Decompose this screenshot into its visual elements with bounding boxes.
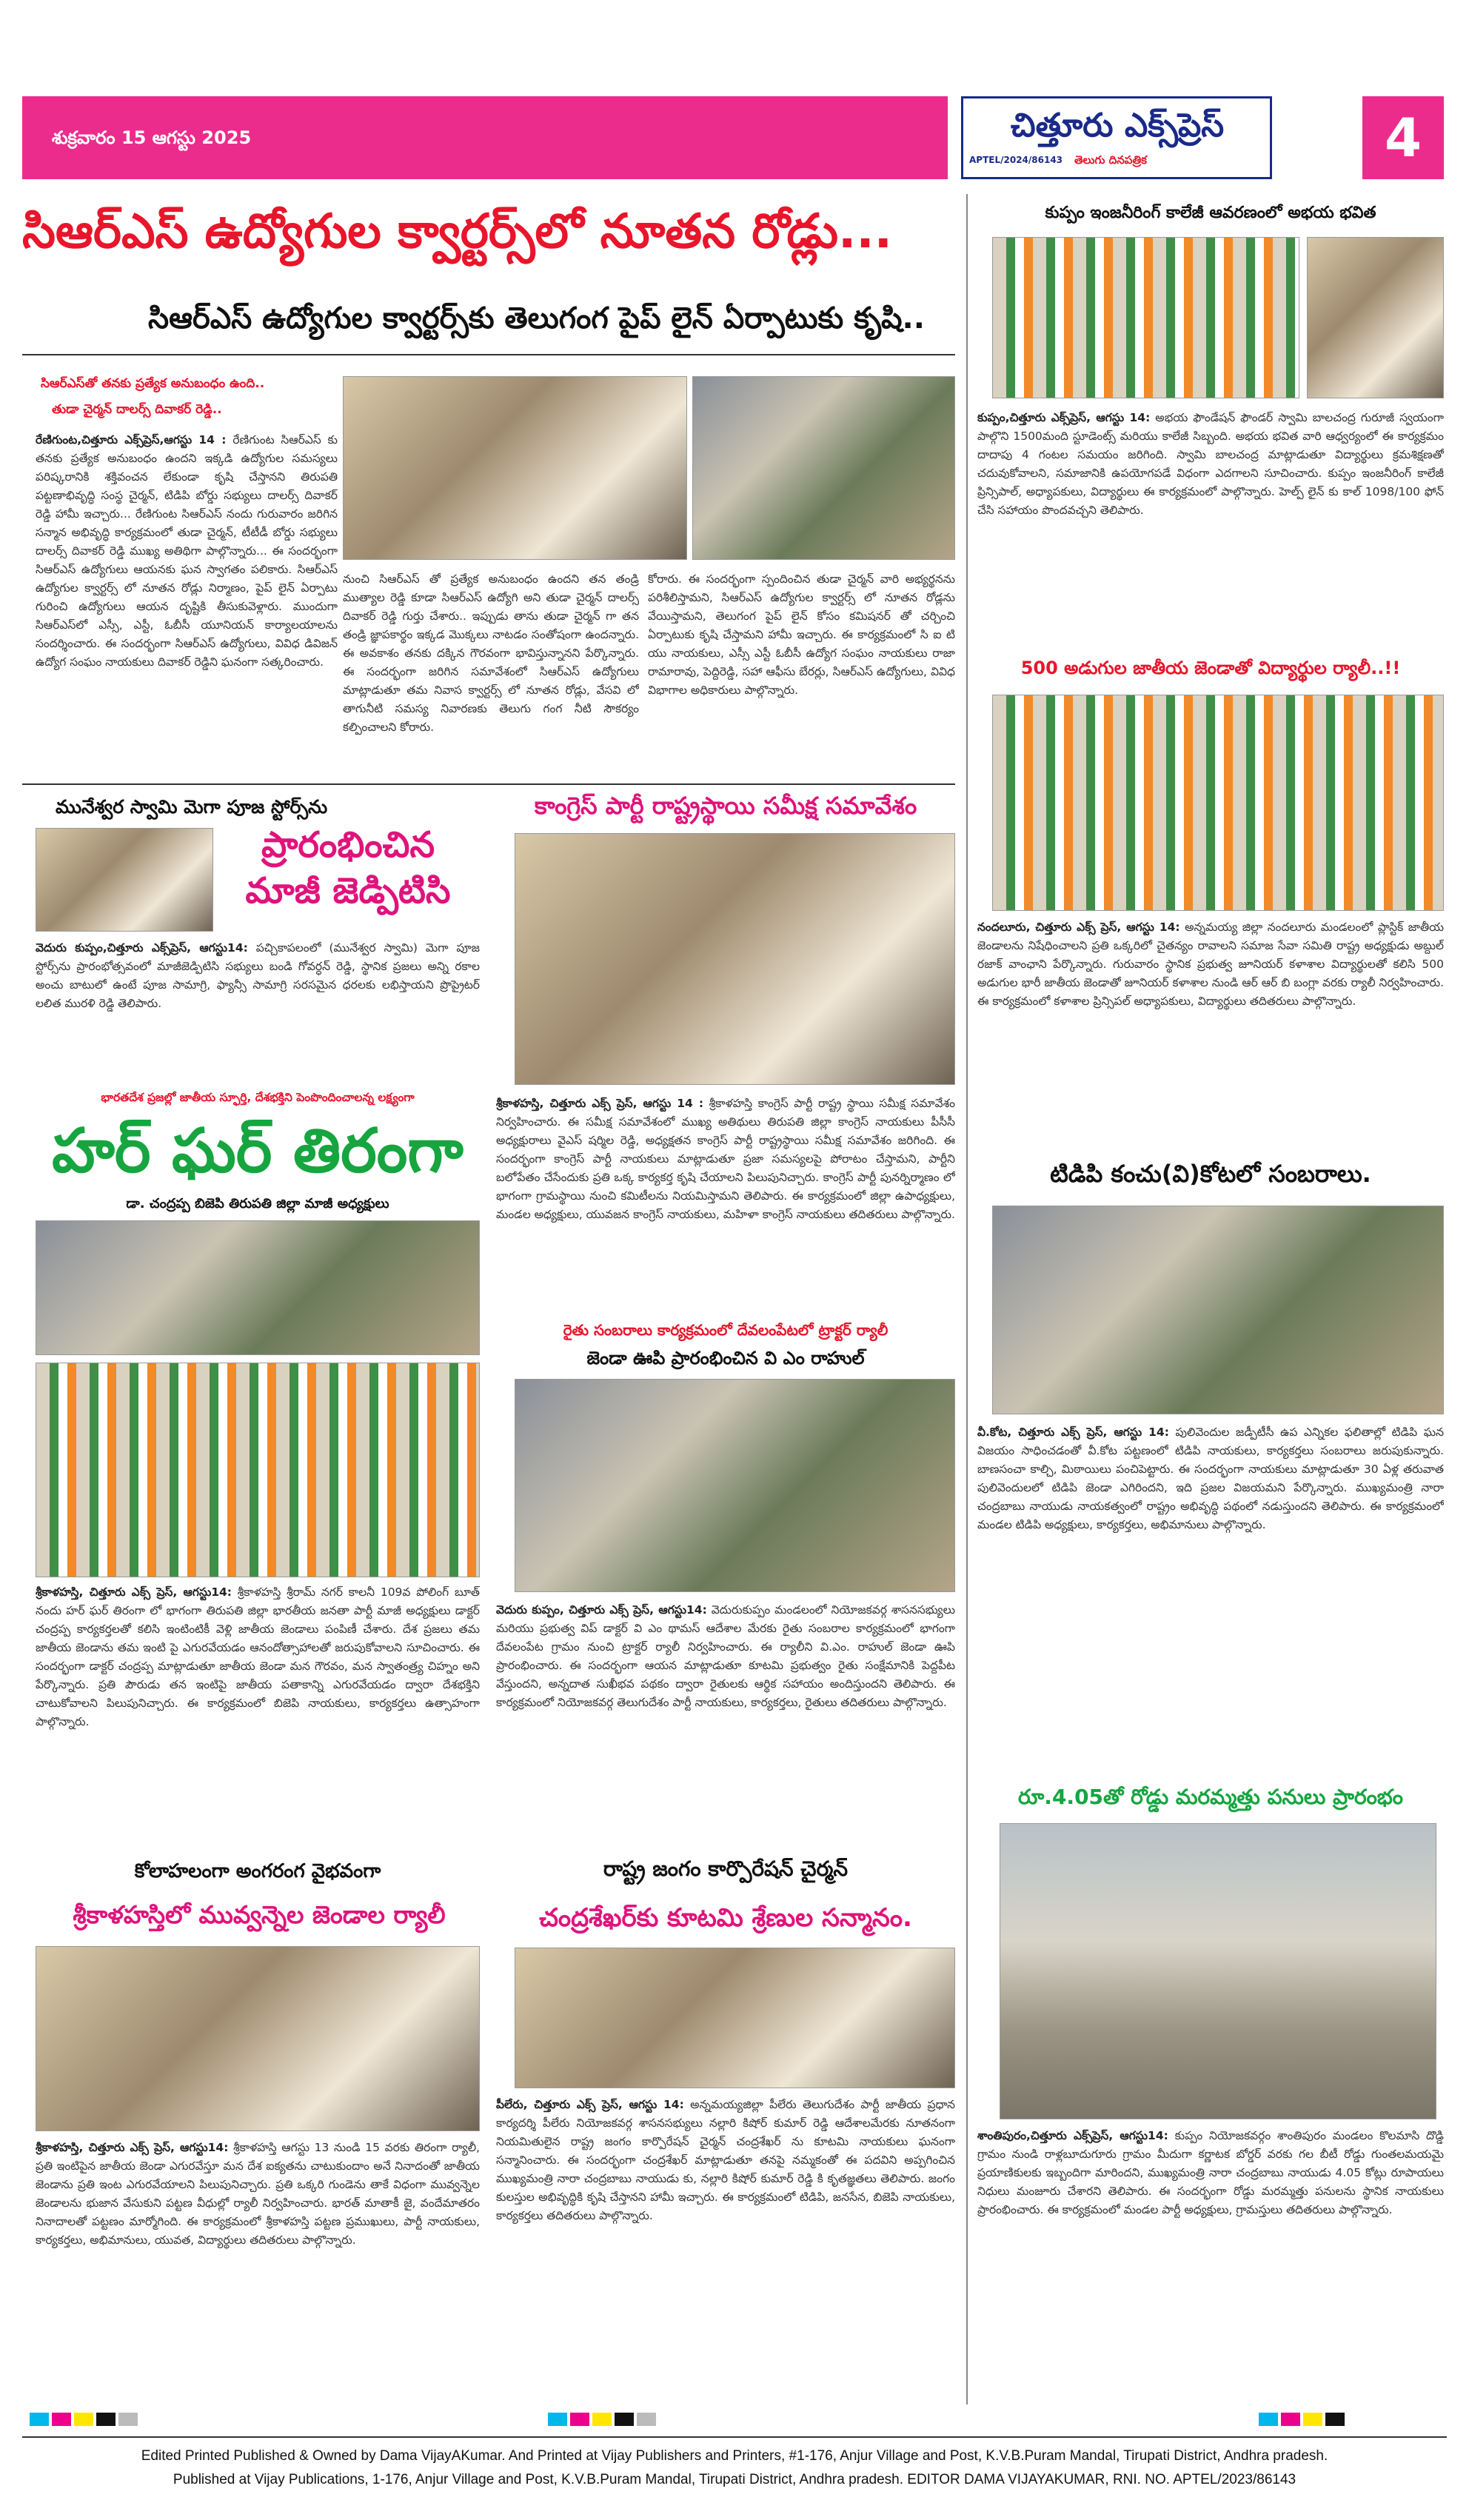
m3-photo [515,1948,955,2088]
m3-body [496,2096,955,2398]
swatch-cyan [548,2413,567,2426]
lead-body-col2: నుంచి సిఆర్ఎస్ తో ప్రత్యేక అనుబంధం ఉందని తన తండ్రి ముత్యాల రెడ్డి కూడా సిఆర్ఎస్ ఉద్యోగి అని తుడా చైర్మన్ దాలర్స్ దివాకర్ రెడ్డి గుర్తు చేశారు.. ఇప్పుడు తాను తుడా చైర్మన్ గా తన తండ్రి జ్ఞాపకార్థం ఇక్కడ మొక్కలు నాటడం సంతోషంగా ఉందన్నారు. ఈ అవకాశం తనకు దక్కిన గౌరవంగా భావిస్తున్నానని పేర్కొన్నారు. ఈ సందర్భంగా జరిగిన సమావేశంలో సిఆర్ఎస్ ఉద్యోగులు మాట్లాడుతూ తమ నివాస క్వార్టర్స్ లో నూతన రోడ్లు, వేసవి లో తాగునీటి సమస్య నివారణకు తెలుగు గంగ నీటి సౌకర్యం కల్పించాలని కోరారు. [343,572,639,734]
r1-headline: కుప్పం ఇంజనీరింగ్ కాలేజీ ఆవరణంలో అభయ భవిత [1045,204,1376,222]
m2-photo [515,1379,955,1592]
lead-headline: సిఆర్ఎస్ ఉద్యోగుల క్వార్టర్స్‌లో నూతన రోడ్లు... [22,204,892,259]
m1-dateline: శ్రీకాళహస్తి, చిత్తూరు ఎక్స్ ప్రెస్, ఆగస్టు 14 : [496,1097,704,1110]
s1-kicker: మునేశ్వర స్వామి మెగా పూజ స్టోర్స్‌ను [56,796,328,818]
m2-text: వెదురుకుప్పం మండలంలో నియోజకవర్గ శాసనసభ్యులు మరియు ప్రభుత్వ విప్ డాక్టర్ వి ఎం థామస్ ఆదేశాల మేరకు రైతు సంబరాల కార్యక్రమంలో భాగంగా దేవలంపేట గ్రామం నుంచి ట్రాక్టర్ ర్యాలీ నిర్వహించారు. ఈ ర్యాలీని వి.ఎం. రాహుల్ జెండా ఊపి ప్రారంభించారు. ఈ సందర్భంగా ఆయన మాట్లాడుతూ కూటమి ప్రభుత్వం రైతు సంక్షేమానికి పెద్దపీట వేస్తుందని, అన్నదాత సుఖీభవ పథకం ద్వారా రైతులకు ఆర్థిక సహాయం అందిస్తుందని తెలిపారు. ఈ కార్యక్రమంలో నియోజకవర్గ తెలుగుదేశం పార్టీ నాయకులు, కార్యకర్తలు, రైతులు తదితరులు పాల్గొన్నారు. [496,1603,955,1709]
s3-headline: శ్రీకాళహస్తిలో మువ్వన్నెల జెండాల ర్యాలీ [73,1900,446,1929]
m2-body [496,1601,955,1836]
s2-kicker: భారతదేశ ప్రజల్లో జాతీయ స్ఫూర్తి, దేశభక్తిని పెంపొందించాలన్న లక్ష్యంగా [101,1091,415,1104]
m1-body [496,1094,955,1315]
r3-dateline: వీ.కోట, చిత్తూరు ఎక్స్ ప్రెస్, ఆగస్టు 14: [977,1426,1169,1439]
registration-strip-left [30,2413,503,2429]
s2-body [36,1583,480,1854]
m2-dateline: వెదురు కుప్పం, చిత్తూరు ఎక్స్ ప్రెస్, ఆగస్టు14: [496,1603,707,1617]
m2-headline: జెండా ఊపి ప్రారంభించిన వి ఎం రాహుల్ [586,1348,865,1368]
masthead-reg: APTEL/2024/86143 [969,155,1063,165]
m1-photo [515,833,955,1085]
swatch-magenta [52,2413,71,2426]
swatch-magenta [570,2413,589,2426]
m3-dateline: పీలేరు, చిత్తూరు ఎక్స్ ప్రెస్, ఆగస్టు 14: [496,2098,684,2111]
lead-body-col1 [36,431,338,778]
m3-text: అన్నమయ్యజిల్లా పీలేరు తెలుగుదేశం పార్టీ జాతీయ ప్రధాన కార్యదర్శి పీలేరు నియోజకవర్గ శాసనసభ్యులు నల్లారి కిషోర్ కుమార్ రెడ్డి ఆదేశాలమేరకు నూతనంగా నియమితులైన రాష్ట్ర జంగం కార్పొరేషన్ చైర్మన్ చంద్రశేఖర్ ను కూటమి నాయకులు ఘనంగా సన్మానించారు. ఈ సందర్భంగా చంద్రశేఖర్ మాట్లాడుతూ తనపై నమ్మకంతో ఈ పదవిని అప్పగించిన ముఖ్యమంత్రి నారా చంద్రబాబు నాయుడు కు, నల్లారి కిషోర్ కుమార్ రెడ్డి కి కృతజ్ఞతలు తెలిపారు. జంగం కులస్తుల అభివృద్ధికి కృషి చేస్తానని హామీ ఇచ్చారు. ఈ కార్యక్రమంలో టిడిపి, జనసేన, బిజెపి నాయకులు, కార్యకర్తలు తదితరులు పాల్గొన్నారు. [496,2098,955,2222]
r4-headline: రూ.4.05తో రోడ్డు మరమ్మత్తు పనులు ప్రారంభం [1018,1785,1403,1809]
s1-body [36,939,480,1087]
m3-kicker: రాష్ట్ర జంగం కార్పొరేషన్ చైర్మన్ [603,1856,849,1881]
lead-dateline: రేణిగుంట,చిత్తూరు ఎక్స్‌ప్రెస్,ఆగస్టు 14 : [36,433,227,447]
lead-kicker-2: తుడా చైర్మన్ దాలర్స్ దివాకర్ రెడ్డి.. [52,402,222,417]
r3-headline: టిడిపి కంచు(వి)కోటలో సంబరాలు. [1050,1160,1371,1188]
s3-text: శ్రీకాళహస్తి ఆగస్టు 13 నుండి 15 వరకు తిరంగా ర్యాలీ, ప్రతి ఇంటిపైన జాతీయ జెండా ఎగురవేస్తూ మన దేశ ఐక్యతను చాటుకుందాం అనే నినాదంతో జాతీయ జెండాను ప్రతి ఇంట ఎగురవేయాలని పిలుపునిచ్చారు. ప్రతి ఒక్కరి గుండెను తాకే విధంగా మువ్వన్నెల జెండాలను భుజాన వేసుకుని పట్టణ వీధుల్లో ర్యాలీ నిర్వహించారు. భారత్ మాతాకీ జై, వందేమాతరం నినాదాలతో పట్టణం మార్మోగింది. ఈ కార్యక్రమంలో శ్రీకాళహస్తి పట్టణ ప్రముఖులు, పార్టీ నాయకులు, కార్యకర్తలు, అభిమానులు, యువత, విద్యార్థులు తదితరులు పాల్గొన్నారు. [36,2141,480,2247]
s1-photo [36,828,213,932]
swatch-black [615,2413,634,2426]
s1-dateline: వెదురు కుప్పం,చిత్తూరు ఎక్స్‌ప్రెస్, ఆగస్టు14: [36,941,248,955]
swatch-cyan [30,2413,49,2426]
r2-headline: 500 అడుగుల జాతీయ జెండాతో విద్యార్థుల ర్యాలీ..!! [1020,658,1401,678]
r2-photo [992,695,1444,911]
r1-body [977,409,1444,652]
lead-subheadline: సిఆర్ఎస్ ఉద్యోగుల క్వార్టర్స్‌కు తెలుగంగ పైప్ లైన్ ఏర్పాటుకు కృషి.. [148,301,925,335]
masthead [961,96,1272,179]
r3-photo [992,1206,1444,1414]
page-number: 4 [1384,107,1422,169]
s3-kicker: కోలాహలంగా అంగరంగ వైభవంగా [134,1860,381,1882]
swatch-black [1325,2413,1345,2426]
r1-text: అభయ ఫౌండేషన్ ఫౌండర్ స్వామి బాలచంద్ర గురూజీ స్వయంగా పాల్గొని 1500మంది స్టూడెంట్స్ మరియు కాలేజీ సిబ్బంది. అభయ భవిత వారి ఆధ్వర్యంలో ఈ కార్యక్రమం దాదాపు 4 గంటల సమయం జరిగింది. స్వామి బాలచంద్ర మాట్లాడుతూ విద్యార్థులు క్రమశిక్షణతో చదువుకోవాలని, సమాజానికి ఉపయోగపడే విధంగా ఎదగాలని సూచించారు. కుప్పం ఇంజనీరింగ్ కాలేజీ ప్రిన్సిపాల్, అధ్యాపకులు, విద్యార్థులు ఈ కార్యక్రమంలో పాల్గొన్నారు. హెల్ప్ లైన్ కు కాల్ 1098/100 ఫోన్ చేసి సహాయం పొందవచ్చని తెలిపారు. [977,411,1444,517]
lead-photo-1 [343,376,687,560]
lead-body-col3: కోరారు. ఈ సందర్భంగా స్పందించిన తుడా చైర్మన్ వారి అభ్యర్థనను పరిశీలిస్తామని, సిఆర్ఎస్ ఉద్యోగుల క్వార్టర్స్ లో నూతన రోడ్లను వేయిస్తామని, తెలుగంగ పైప్ లైన్ కోసం కమిషనర్ తో చర్చించి ఏర్పాటుకు కృషి చేస్తామని హామీ ఇచ్చారు. ఈ కార్యక్రమంలో సి ఐ టి యు నాయకులు, ఎస్సీ ఎస్టీ ఓబీసీ ఉద్యోగ సంఘం నాయకులు రాజా రామారావు, పెద్దిరెడ్డి, సహా ఆఫీసు బేరర్లు, సిఆర్ఎస్ ఉద్యోగులు, వివిధ విభాగాల అధికారులు పాల్గొన్నారు. [648,572,955,697]
footer-line-1: Edited Printed Published & Owned by Dama VijayAKumar. And Printed at Vijay Publishers and Printers, #1-176, Anjur Village and Post, K.V.B.Puram Mandal, Tirupati District, Andhra pradesh. [141,2448,1328,2464]
m1-headline: కాంగ్రెస్ పార్టీ రాష్ట్రస్థాయి సమీక్ష సమావేశం [534,792,917,820]
footer-line-2: Published at Vijay Publications, 1-176, Anjur Village and Post, K.V.B.Puram Mandal, Tirupati District, Andhra pradesh. EDITOR DAMA VIJAYAKUMAR, RNI. NO. APTEL/2023/86143 [173,2472,1296,2487]
lead-subheadline-rule [22,354,955,355]
r4-body [977,2127,1444,2397]
swatch-gray [637,2413,656,2426]
r4-dateline: శాంతిపురం,చిత్తూరు ఎక్స్‌ప్రెస్, ఆగస్టు14: [977,2129,1168,2142]
r1-photo-2 [1307,237,1444,398]
masthead-subtitle: తెలుగు దినపత్రిక [1074,153,1147,167]
r1-photo-1 [992,237,1299,398]
s2-photo-1 [36,1220,480,1355]
swatch-magenta [1281,2413,1300,2426]
footer-rule [22,2436,1447,2438]
s2-text: శ్రీకాళహస్తి శ్రీరామ్ నగర్ కాలనీ 109వ పోలింగ్ బూత్ నందు హర్ ఘర్ తిరంగా లో భాగంగా తిరుపతి జిల్లా భారతీయ జనతా పార్టీ మాజీ అధ్యక్షులు డాక్టర్ చంద్రప్ప కార్యకర్తలతో కలిసి ఇంటింటికీ వెళ్లి జాతీయ జెండాలు పంపిణీ చేశారు. దేశ ప్రజలు తమ జాతీయ జెండాను తమ ఇంటి పై ఎగురవేయడం ఆనందోత్సాహాలతో జరుపుకోవాలని సూచించారు. ఈ సందర్భంగా డాక్టర్ చంద్రప్ప మాట్లాడుతూ జాతీయ జెండా మన గౌరవం, మన స్వాతంత్ర్య చిహ్నం అని పేర్కొన్నారు. ప్రతి పౌరుడు తన ఇంటిపై జాతీయ పతాకాన్ని ఎగురవేయడం ద్వారా దేశభక్తిని చాటుకోవాలని పిలుపునిచ్చారు. ఈ కార్యక్రమంలో బిజెపి నాయకులు, కార్యకర్తలు ఉత్సాహంగా పాల్గొన్నారు. [36,1585,480,1728]
s2-byline: డా. చంద్రప్ప బిజెపి తిరుపతి జిల్లా మాజీ అధ్యక్షులు [126,1196,389,1211]
s1-text: పచ్చికాపలంలో (మునేశ్వర స్వామి) మెగా పూజ స్టోర్స్‌ను ప్రారంభోత్సవంలో మాజీజెడ్పిటిసి సభ్యులు బండి గోవర్ధన్ రెడ్డి, స్థానిక ప్రజలు అన్ని రకాల అంచు బాటులో ఉంటే పూజ సామాగ్రి, ఫ్యాన్సీ సామాగ్రి సరసమైన ధరలకు లభిస్తాయని ప్రొప్రైటర్ లలిత మురళి రెడ్డి తెలిపారు. [36,941,480,1010]
swatch-yellow [74,2413,93,2426]
right-column-divider [966,194,968,2404]
s2-headline: హర్ ఘర్ తిరంగా [52,1116,464,1186]
s3-body [36,2139,480,2396]
r3-body [977,1423,1444,1775]
s2-photo-2 [36,1363,480,1577]
swatch-yellow [592,2413,612,2426]
s3-dateline: శ్రీకాళహస్తి, చిత్తూరు ఎక్స్ ప్రెస్, ఆగస్టు14: [36,2141,229,2154]
swatch-gray [118,2413,138,2426]
lead-photo-2 [692,376,955,560]
r4-text: కుప్పం నియోజకవర్గం శాంతిపురం మండలం కొలమాసి దొడ్డి గ్రామం నుండి రాళ్లబూదుగూరు గ్రామం మీదుగా కర్ణాటక బోర్డర్ వరకు గల బీటీ రోడ్డు గుంతలమయమై ప్రయాణికులకు ఇబ్బందిగా మారిందని, ముఖ్యమంత్రి నారా చంద్రబాబు నాయుడు 4.05 కోట్లు రూపాయలు నిధులు మంజూరు చేశారని తెలిపారు. ఈ సందర్భంగా రోడ్డు మరమ్మత్తు పనులను స్థానిక నాయకులు ప్రారంభించారు. ఈ కార్యక్రమంలో మండల పార్టీ అధ్యక్షులు, గ్రామస్తులు తదితరులు పాల్గొన్నారు. [977,2129,1444,2216]
swatch-yellow [1303,2413,1322,2426]
registration-strip-center [548,2413,963,2429]
swatch-black [96,2413,116,2426]
m1-text: శ్రీకాళహస్తి కాంగ్రెస్ పార్టీ రాష్ట్ర స్థాయి సమీక్ష సమావేశం నిర్వహించారు. ఈ సమీక్ష సమావేశంలో ముఖ్య అతిథులు తిరుపతి జిల్లా కాంగ్రెస్ నాయకులు పీసీసీ అధ్యక్షురాలు వైఎస్ షర్మిల రెడ్డి, అధ్యక్షతన కాంగ్రెస్ పార్టీ రాష్ట్రస్థాయి సమీక్ష సమావేశం జరిగింది. ఈ సందర్భంగా కాంగ్రెస్ పార్టీ నాయకులు మాట్లాడుతూ ప్రజా సమస్యలపై పోరాటం చేస్తామని, పార్టీని బలోపేతం చేసేందుకు ప్రతి ఒక్క కార్యకర్త కృషి చేయాలని పిలుపునిచ్చారు. కాంగ్రెస్ పార్టీ పునర్నిర్మాణం లో భాగంగా గ్రామస్థాయి నుంచి కమిటీలను నియమిస్తామని తెలిపారు. ఈ కార్యక్రమంలో జిల్లా ఉపాధ్యక్షులు, మండల అధ్యక్షులు, యువజన కాంగ్రెస్ నాయకులు, మహిళా కాంగ్రెస్ నాయకులు తదితరులు పాల్గొన్నారు. [496,1097,955,1221]
r4-photo [1000,1823,1436,2119]
registration-strip-right [1259,2413,1451,2429]
lead-col1-text: రేణిగుంట సిఆర్ఎస్ కు తనకు ప్రత్యేక అనుబంధం ఉందని ఇక్కడి ఉద్యోగుల సమస్యలు పరిష్కరానికి శక్తివంచన లేకుండా కృషి చేస్తానని తిరుపతి పట్టణాభివృద్ధి సంస్థ చైర్మన్, టిడిపి బోర్డు సభ్యులు దాలర్స్ దివాకర్ రెడ్డి హామీ ఇచ్చారు... రేణిగుంట సిఆర్ఎస్ నందు గురువారం జరిగిన సన్మాన అభివృద్ధి కార్యక్రమంలో తుడా చైర్మన్, టీటీడీ బోర్డు సభ్యులు దాలర్స్ దివాకర్ రెడ్డి ముఖ్య అతిథిగా పాల్గొన్నారు... ఈ సందర్భంగా సిఆర్ఎస్ ఉద్యోగులు ఆయనకు ఘన స్వాగతం పలికారు. సిఆర్ఎస్ ఉద్యోగుల క్వార్టర్స్ లో నూతన రోడ్లు నిర్మాణం, పైప్ లైన్ ఏర్పాటు గురించి ఉద్యోగులు ఆయన దృష్టికి తీసుకువెళ్లారు. ముందుగా సిఆర్ఎస్‌లో ఎస్సీ, ఎస్టీ, ఓబీసీ యూనియన్ కార్యాలయాలను సందర్శించారు. ఈ సందర్భంగా సిఆర్ఎస్ ఉద్యోగులు, వివిధ డివిజన్ ఉద్యోగ సంఘం నాయకులు దివాకర్ రెడ్డిని ఘనంగా సత్కరించారు. [36,433,338,669]
m2-kicker: రైతు సంబరాలు కార్యక్రమంలో దేవలంపేటలో ట్రాక్టర్ ర్యాలీ [563,1321,889,1339]
s1-headline: ప్రారంభించిన మాజీ జెడ్పిటిసి [245,824,451,912]
r2-dateline: నందలూరు, చిత్తూరు ఎక్స్ ప్రెస్, ఆగస్టు 14: [977,920,1180,934]
r3-text: పులివెందుల జడ్పీటీసీ ఉప ఎన్నికల ఫలితాల్లో టిడిపి ఘన విజయం సాధించడంతో వీ.కోట పట్టణంలో టిడిపి నాయకులు, కార్యకర్తలు సంబరాలు జరుపుకున్నారు. బాణసంచా కాల్చి, మిఠాయిలు పంచిపెట్టారు. ఈ సందర్భంగా నాయకులు మాట్లాడుతూ 30 ఏళ్ల తరువాత పులివెందులలో టిడిపి జెండా ఎగిరిందని, ఇది ప్రజల విజయమని పేర్కొన్నారు. ముఖ్యమంత్రి నారా చంద్రబాబు నాయుడు నాయకత్వంలో రాష్ట్రం అభివృద్ధి పథంలో నడుస్తుందని తెలిపారు. ఈ కార్యక్రమంలో మండల టిడిపి అధ్యక్షులు, కార్యకర్తలు, అభిమానులు పాల్గొన్నారు. [977,1426,1444,1531]
r2-text: అన్నమయ్య జిల్లా నందలూరు మండలంలో ప్లాస్టిక్ జాతీయ జెండాలను నిషేధించాలని ప్రతి ఒక్కరిలో చైతన్యం రావాలని సమాజ సేవా సమితి రాష్ట్ర అధ్యక్షుడు అబ్దుల్ రజాక్ వాంఛాని పేర్కొన్నారు. గురువారం స్థానిక ప్రభుత్వ జూనియర్ కళాశాల విద్యార్థులతో కలిసి 500 అడుగుల భారీ జాతీయ జెండాతో జూనియర్ కళాశాల నుండి ఆర్ ఆర్ బి బంగ్లా వరకు ర్యాలీ నిర్వహించారు. ఈ కార్యక్రమంలో కళాశాల ప్రిన్సిపల్ అధ్యాపకులు, విద్యార్థులు తదితరులు పాల్గొన్నారు. [977,920,1444,1008]
masthead-title: చిత్తూరు ఎక్స్‌ప్రెస్ [1010,107,1225,144]
lead-kicker-1: సిఆర్ఎస్‌తో తనకు ప్రత్యేక అనుబంధం ఉంది.. [41,376,265,391]
s3-photo [36,1946,480,2131]
r2-body [977,918,1444,1148]
s2-dateline: శ్రీకాళహస్తి, చిత్తూరు ఎక్స్ ప్రెస్, ఆగస్టు14: [36,1585,232,1599]
swatch-cyan [1259,2413,1278,2426]
r1-dateline: కుప్పం,చిత్తూరు ఎక్స్‌ప్రెస్, ఆగస్టు 14: [977,411,1151,424]
m3-headline: చంద్రశేఖర్‌కు కూటమి శ్రేణుల సన్మానం. [539,1903,912,1933]
header-date: శుక్రవారం 15 ఆగస్టు 2025 [52,127,252,148]
